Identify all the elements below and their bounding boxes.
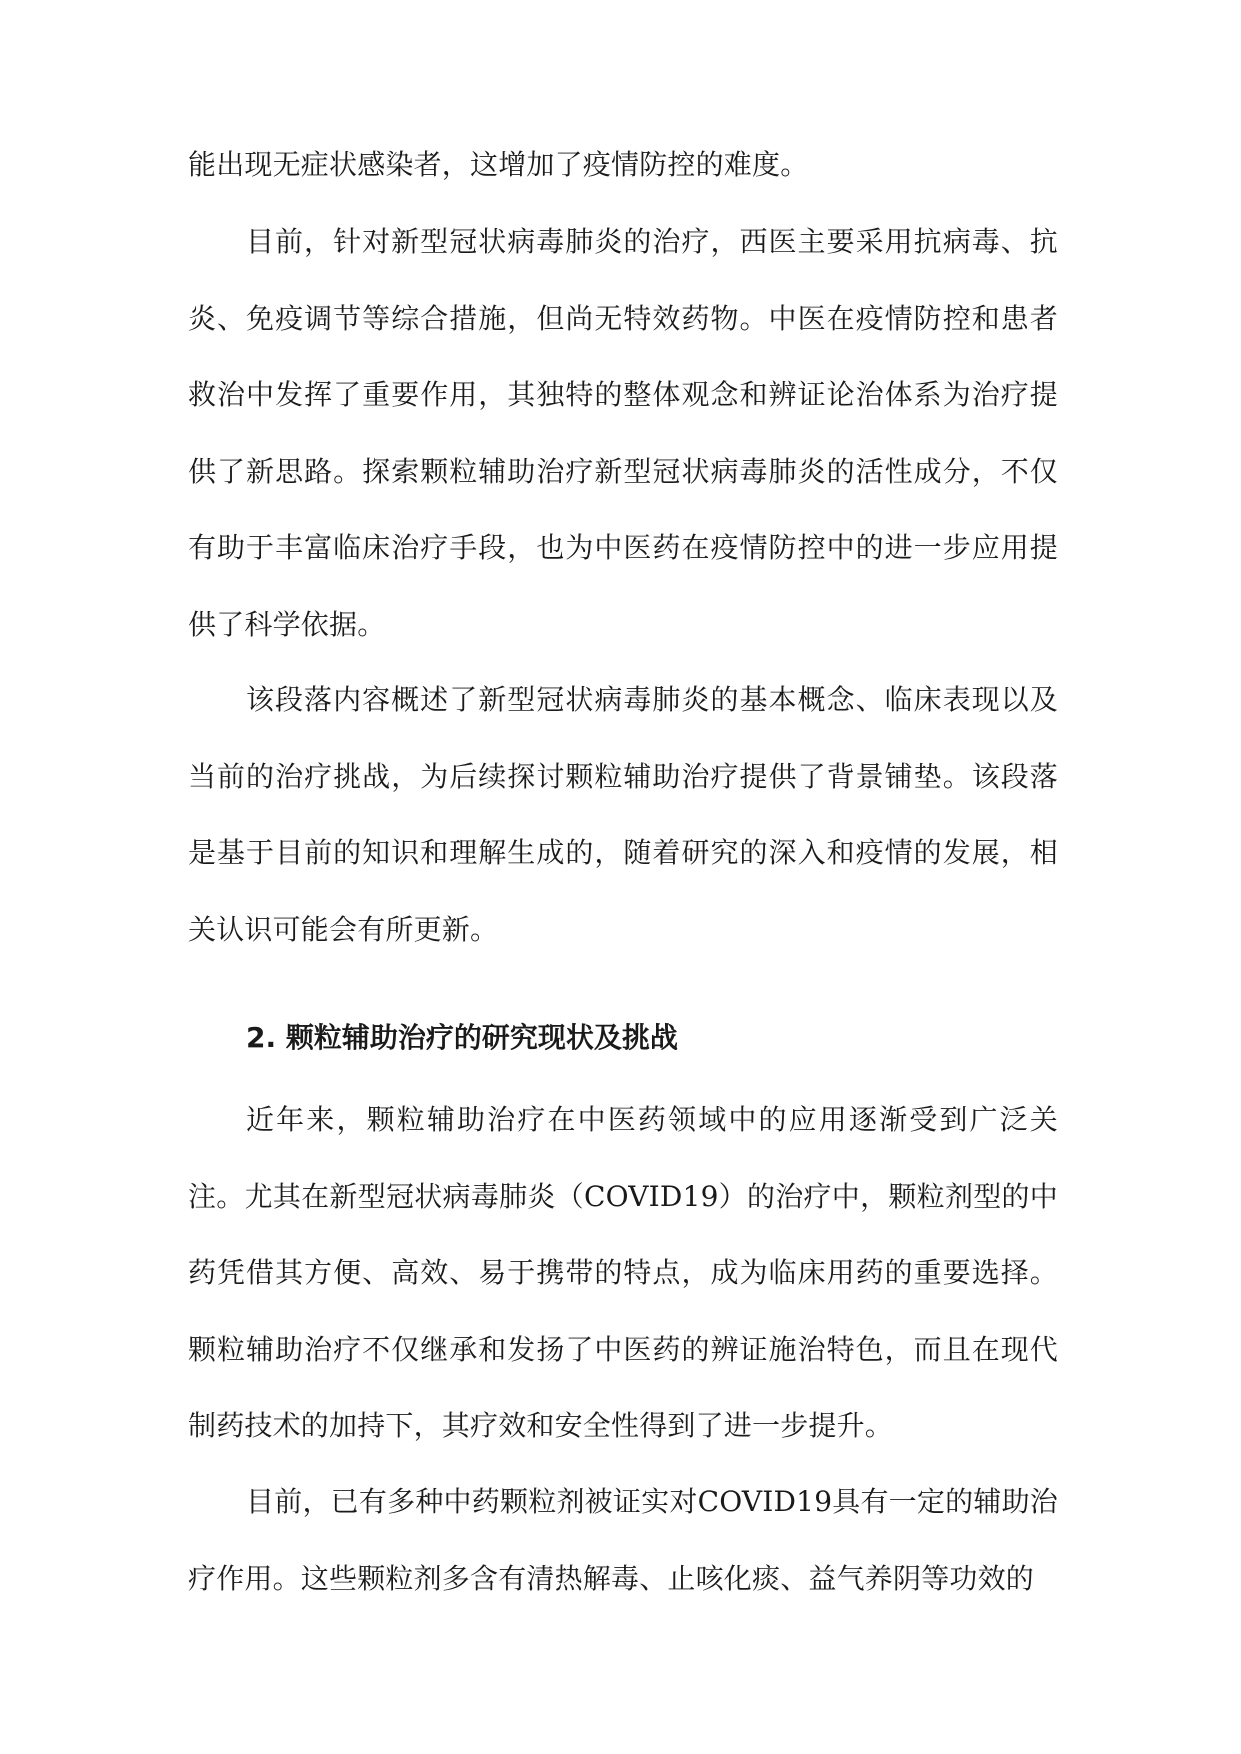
paragraph-summary-note: 该段落内容概述了新型冠状病毒肺炎的基本概念、临床表现以及当前的治疗挑战，为后续探讨颗粒辅助治疗提供了背景铺垫。该段落是基于目前的知识和理解生成的，随着研究的深入和疫情的发展，相关认识可能会有所更新。 xyxy=(188,683,1058,946)
paragraph-continuation: 能出现无症状感染者，这增加了疫情防控的难度。 xyxy=(188,148,809,181)
paragraph-research-status: 近年来，颗粒辅助治疗在中医药领域中的应用逐渐受到广泛关注。尤其在新型冠状病毒肺炎（COVID19）的治疗中，颗粒剂型的中药凭借其方便、高效、易于携带的特点，成为临床用药的重要选择。颗粒辅助治疗不仅继承和发扬了中医药的辨证施治特色，而且在现代制药技术的加持下，其疗效和安全性得到了进一步提升。 xyxy=(188,1103,1058,1442)
paragraph-treatment-overview: 目前，针对新型冠状病毒肺炎的治疗，西医主要采用抗病毒、抗炎、免疫调节等综合措施，但尚无特效药物。中医在疫情防控和患者救治中发挥了重要作用，其独特的整体观念和辨证论治体系为治疗提供了新思路。探索颗粒辅助治疗新型冠状病毒肺炎的活性成分，不仅有助于丰富临床治疗手段，也为中医药在疫情防控中的进一步应用提供了科学依据。 xyxy=(188,225,1058,641)
section-heading: 2. 颗粒辅助治疗的研究现状及挑战 xyxy=(246,1021,678,1054)
paragraph-granule-evidence: 目前，已有多种中药颗粒剂被证实对COVID19具有一定的辅助治疗作用。这些颗粒剂多含有清热解毒、止咳化痰、益气养阴等功效的 xyxy=(188,1485,1058,1595)
